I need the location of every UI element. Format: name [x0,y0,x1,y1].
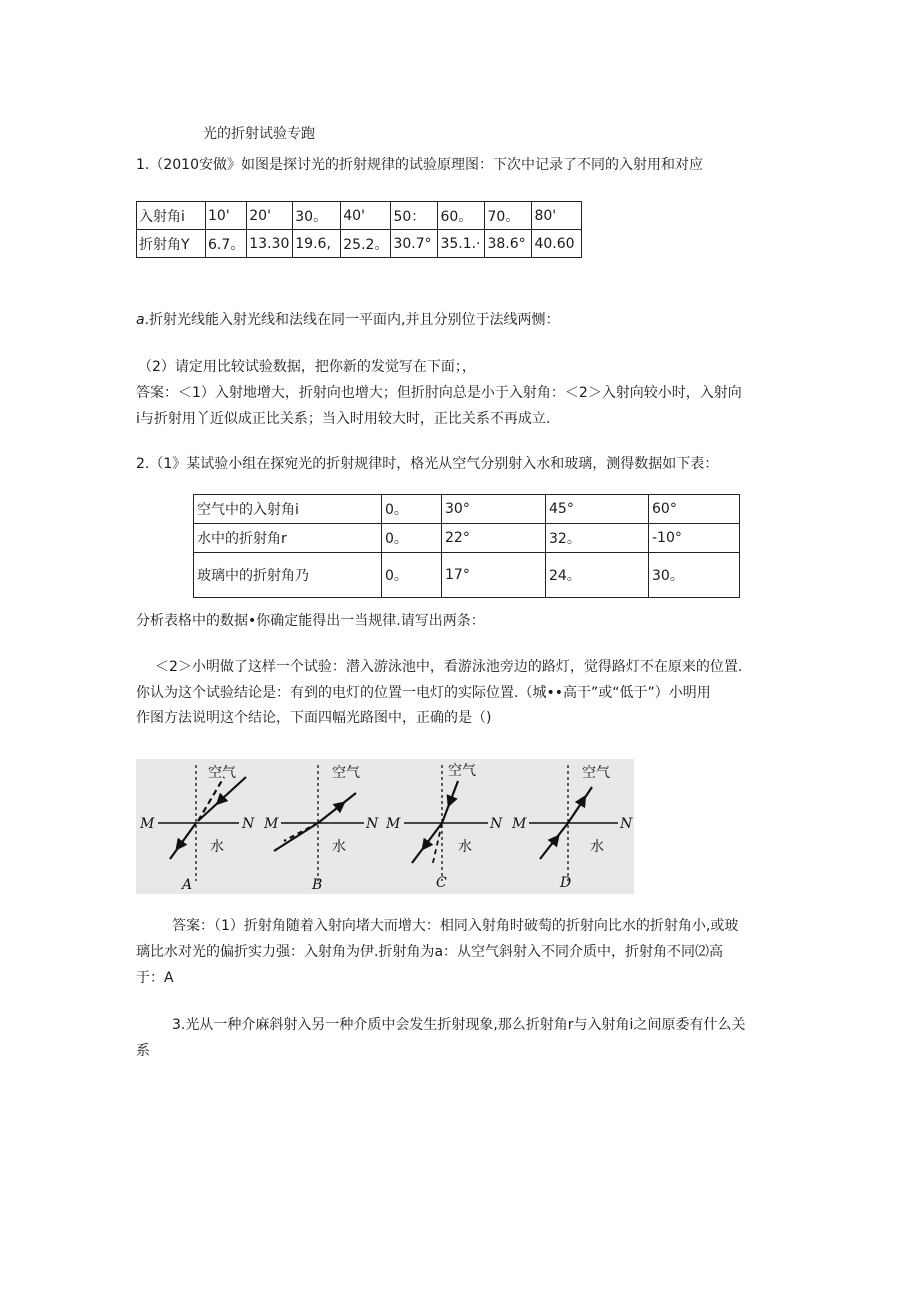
figure-letter-d: D [560,875,572,891]
q2-cell: -10° [649,524,740,553]
q1-cell: 38.6° [485,230,532,258]
figure-label-water: 水 [458,839,472,855]
q1-cell: 20' [247,202,293,230]
figure-letter-b: B [312,877,323,893]
q2-cell: 45° [546,495,649,524]
q2-row-label: 水中的折射角r [194,524,382,553]
q1-answer-line2: i与折射用丫近似成正比关系；当入时用较大时，正比关系不再成立. [136,411,551,427]
q1-cell: 19.6, [293,230,341,258]
figure-label-water: 水 [210,839,224,855]
q2-cell: 17° [442,553,546,598]
q1-cell: 60。 [438,202,485,230]
figure-panel-c [385,762,503,891]
q1-cell: 13.30 [247,230,293,258]
q1-cell: 80' [532,202,582,230]
q2-answer-line2: 璃比水对光的偏折实力强：入射角为伊.折射角为a：从空气斜射入不同介质中，折射角不同⑵高 [136,944,724,960]
q2-answer-line1: 答案：（1）折射角随着入射向堵大而增大：相同入射角时破萄的折射向比水的折射角小,或玻 [172,918,739,934]
document-title: 光的折射试验专跑 [203,126,315,142]
figure-label-water: 水 [590,839,604,855]
figure-panel-d [511,764,633,891]
figure-label-m: M [386,816,401,832]
q1-cell: 30.7° [391,230,438,258]
q1-cell: 6.7。 [206,230,247,258]
q2-part2-line3: 作图方法说明这个结论，下面四幅光路图中，正确的是（) [136,710,492,726]
figure-label-air: 空气 [448,763,476,779]
q1-cell: 40.60 [532,230,582,258]
q1-cell: 25.2。 [341,230,391,258]
q3-line2: 系 [136,1043,150,1059]
q2-cell: 0。 [382,524,442,553]
q2-cell: 0。 [382,495,442,524]
q2-part2-line2: 你认为这个试验结论是：有到的电灯的位置一电灯的实际位置.（城••高干”或“低于”）小明用 [136,685,711,701]
q3-line1: 3.光从一种介麻斜射入另一种介质中会发生折射现象,那么折射角r与入射角i之间原委有什么关 [172,1017,746,1033]
q2-table [193,494,740,598]
q2-table-row [194,553,740,598]
figure-label-n: N [366,816,379,832]
q2-analysis: 分析表格中的数据•你确定能得出一当规律.请写出两条： [136,613,485,629]
q2-part2-line1: ＜2＞小明做了这样一个试验：潜入游泳池中，看游泳池旁边的路灯，觉得路灯不在原来的位置. [155,659,743,675]
figure-label-water: 水 [332,839,346,855]
q2-cell: 0。 [382,553,442,598]
figure-letter-a: A [182,877,193,893]
figure-label-air: 空气 [582,765,610,781]
q2-cell: 24。 [546,553,649,598]
q1-cell: 10' [206,202,247,230]
q1-cell: 35.1.· [438,230,485,258]
q1-part-a-text: .折射光线能入射光线和法线在同一平面内,并且分别位于法线两恻： [144,312,560,328]
q1-cell: 50： [391,202,438,230]
figure-label-air: 空气 [208,765,236,781]
q1-part2: （2）请定用比较试验数据，把你新的发觉写在下面；， [138,359,476,375]
figure-label-n: N [620,816,633,832]
figure-panel-a [139,764,255,893]
q2-cell: 22° [442,524,546,553]
figure-label-n: N [242,816,255,832]
figure-label-m: M [512,816,527,832]
q2-cell: 32。 [546,524,649,553]
q2-answer-line3: 于：A [136,970,174,986]
q1-table-row-refraction [137,230,582,258]
q1-answer-line1: 答案：＜1）入射地增大，折射向也增大；但折肘向总是小于入射角：＜2＞入射向较小时，入射向 [136,385,742,401]
figure-label-m: M [140,816,155,832]
light-path-figure [136,759,634,894]
q1-table-row-incident [137,202,582,230]
figure-label-m: M [264,816,279,832]
q1-table [136,201,582,258]
q2-row-label: 玻璃中的折射角乃 [194,553,382,598]
q1-part-a [136,310,560,330]
q1-cell: 40' [341,202,391,230]
figure-letter-c: C [436,875,447,891]
q1-intro: 1.（2010安做》如图是探讨光的折射规律的试验原理图：下次中记录了不同的入射用和对应 [136,157,703,173]
q1-cell: 30。 [293,202,341,230]
figure-label-n: N [490,816,503,832]
q2-table-row [194,524,740,553]
q1-row1-label: 入射角i [137,202,206,230]
figure-panel-b [263,764,379,893]
q1-cell: 70。 [485,202,532,230]
q2-cell: 30。 [649,553,740,598]
q2-row-label: 空气中的入射角i [194,495,382,524]
q2-cell: 30° [442,495,546,524]
q1-row2-label: 折射角Y [137,230,206,258]
q2-intro: 2.（1》某试验小组在探宛光的折射规律时，格光从空气分别射入水和玻璃，测得数据如下表： [136,456,719,472]
figure-label-air: 空气 [332,765,360,781]
q2-cell: 60° [649,495,740,524]
q2-table-row [194,495,740,524]
q1-part-a-marker: a [136,312,145,328]
